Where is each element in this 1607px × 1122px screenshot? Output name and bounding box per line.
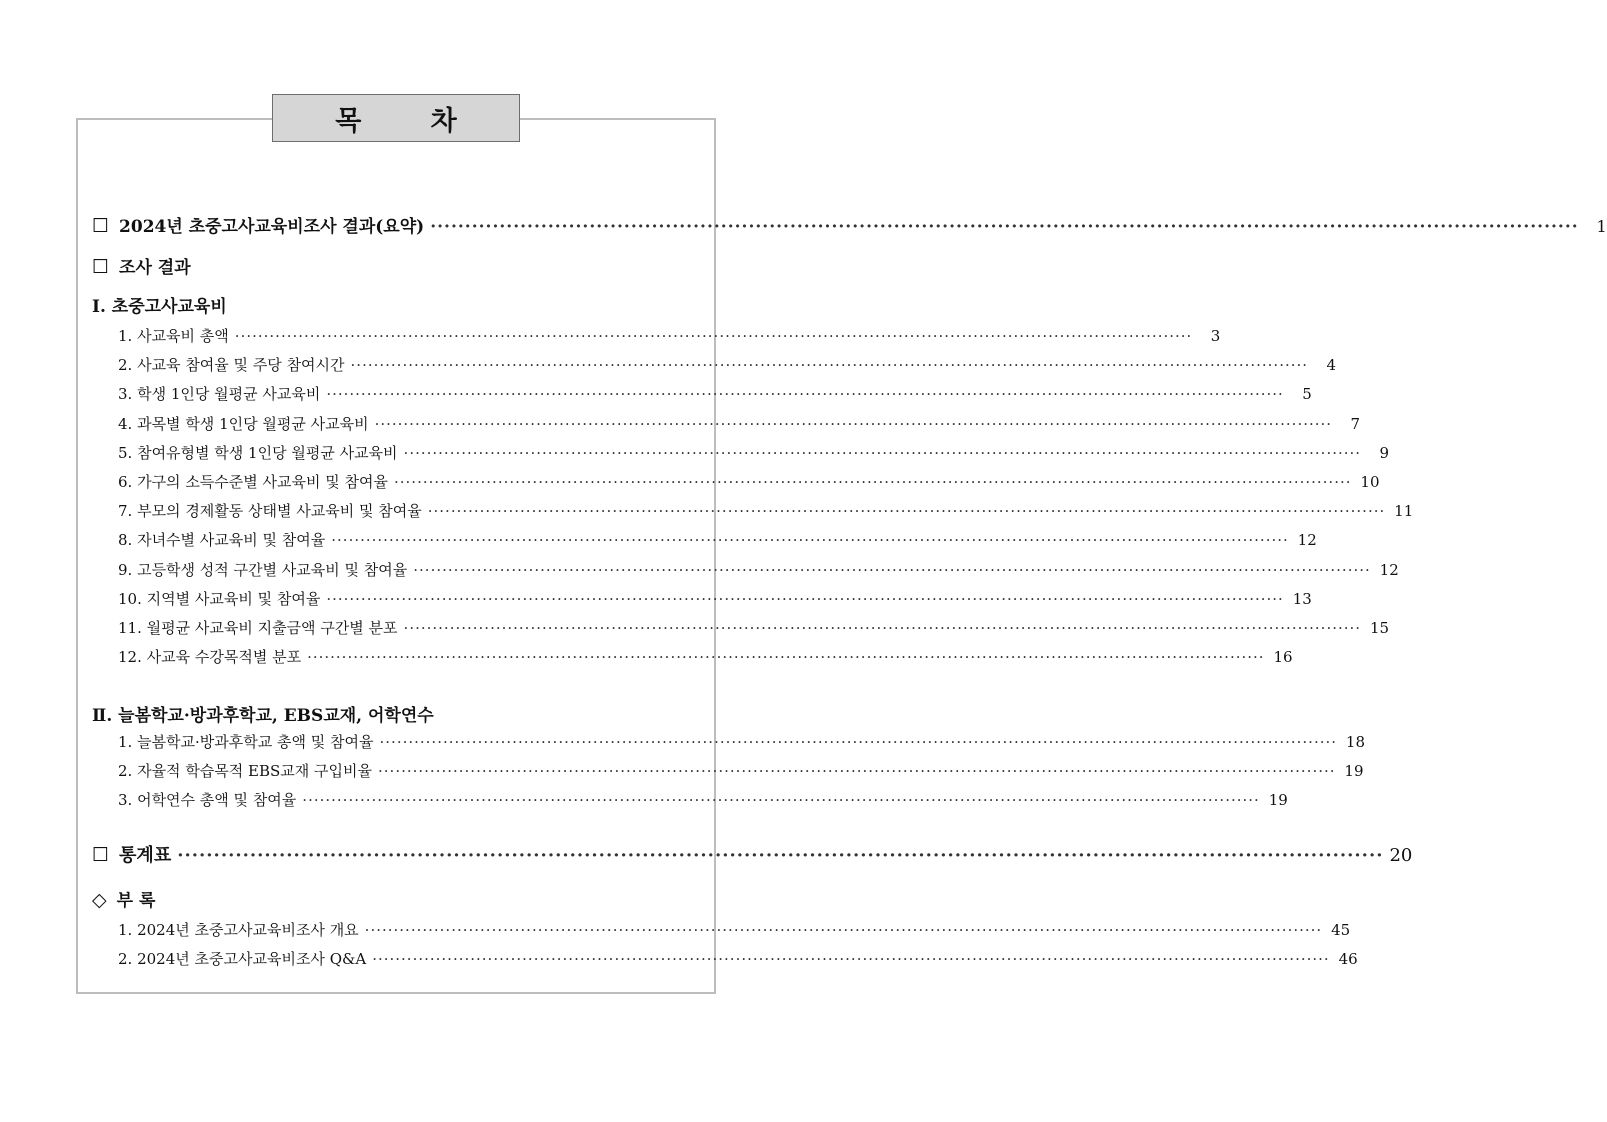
entry-label: 10. 지역별 사교육비 및 참여율 xyxy=(118,589,321,608)
section-1-title: Ⅰ. 초중고사교육비 xyxy=(92,297,227,317)
checkbox-square-icon: ☐ xyxy=(92,215,110,237)
page-number: 7 xyxy=(1350,414,1361,433)
entry-label: 2. 사교육 참여율 및 주당 참여시간 xyxy=(118,356,345,375)
entry-label: 7. 부모의 경제활동 상태별 사교육비 및 참여율 xyxy=(118,502,422,521)
page-number: 3 xyxy=(1210,327,1221,345)
heading-label: 부 록 xyxy=(116,891,156,911)
toc-entry[interactable] xyxy=(118,413,1361,434)
dot-leader: ······································································································································································ xyxy=(372,950,1330,968)
entry-label: 2. 자율적 학습목적 EBS교재 구입비율 xyxy=(118,762,373,780)
page-number: 12 xyxy=(1379,560,1399,579)
toc-entry[interactable] xyxy=(118,731,1366,752)
toc-entry-stats[interactable] xyxy=(92,841,1413,867)
dot-leader: ······································································································································································ xyxy=(413,560,1371,579)
page-number: 46 xyxy=(1338,950,1358,968)
page-number: 10 xyxy=(1360,473,1380,491)
dot-leader: ······································································································································································ xyxy=(234,327,1193,345)
page-number: 19 xyxy=(1344,762,1364,780)
dot-leader: ······································································································································································ xyxy=(307,648,1265,667)
dot-leader: ······································································································································································ xyxy=(427,502,1386,521)
appendix-heading xyxy=(92,886,155,911)
diamond-icon: ◇ xyxy=(92,889,107,911)
entry-label: 2024년 초중고사교육비조사 결과(요약) xyxy=(119,217,425,237)
toc-entry[interactable] xyxy=(118,383,1312,404)
toc-entry[interactable] xyxy=(118,325,1221,346)
page-number: 9 xyxy=(1379,443,1390,462)
toc-entry-summary[interactable] xyxy=(92,212,1607,237)
page-number: 1 xyxy=(1596,217,1607,236)
entry-label: 1. 늘봄학교·방과후학교 총액 및 참여율 xyxy=(118,733,374,751)
checkbox-square-icon: ☐ xyxy=(92,844,110,866)
dot-leader: ······································································································································································ xyxy=(331,531,1289,550)
page-title: 목 차 xyxy=(272,94,520,142)
toc-entry[interactable] xyxy=(118,442,1390,463)
dot-leader: ······································································································································································ xyxy=(379,733,1338,751)
toc-entry[interactable] xyxy=(118,789,1288,810)
results-heading xyxy=(92,253,191,278)
entry-label: 5. 참여유형별 학생 1인당 월평균 사교육비 xyxy=(118,443,398,462)
dot-leader: ······································································································································································ xyxy=(403,443,1362,462)
page-number: 16 xyxy=(1273,648,1293,667)
page-number: 19 xyxy=(1268,791,1288,809)
entry-label: 2. 2024년 초중고사교육비조사 Q&A xyxy=(118,950,367,968)
entry-label: 4. 과목별 학생 1인당 월평균 사교육비 xyxy=(118,414,369,433)
toc-entry[interactable] xyxy=(118,559,1399,580)
dot-leader: ······································································································································································ xyxy=(403,619,1362,637)
toc-entry[interactable] xyxy=(118,617,1390,638)
checkbox-square-icon: ☐ xyxy=(92,256,110,278)
dot-leader: ······································································································································································ xyxy=(326,589,1284,608)
page-number: 5 xyxy=(1302,385,1312,404)
page-number: 20 xyxy=(1389,845,1413,866)
toc-entry[interactable] xyxy=(118,760,1364,781)
entry-label: 6. 가구의 소득수준별 사교육비 및 참여율 xyxy=(118,473,388,491)
entry-label: 3. 학생 1인당 월평균 사교육비 xyxy=(118,385,321,404)
dot-leader: ······································································································································································ xyxy=(364,921,1323,939)
page-number: 11 xyxy=(1394,502,1414,521)
toc-entry[interactable] xyxy=(118,529,1317,550)
entry-label: 통계표 xyxy=(119,845,172,866)
dot-leader: ······································································································································································ xyxy=(374,414,1333,433)
dot-leader: ······································································································································································ xyxy=(430,217,1579,237)
entry-label: 3. 어학연수 총액 및 참여율 xyxy=(118,791,297,809)
toc-entry[interactable] xyxy=(118,948,1358,969)
dot-leader: ······································································································································································ xyxy=(302,791,1260,809)
entry-label: 1. 2024년 초중고사교육비조사 개요 xyxy=(118,921,359,939)
entry-label: 11. 월평균 사교육비 지출금액 구간별 분포 xyxy=(118,619,398,637)
section-2-title: Ⅱ. 늘봄학교·방과후학교, EBS교재, 어학연수 xyxy=(92,706,434,726)
entry-label: 1. 사교육비 총액 xyxy=(118,327,229,345)
toc-entry[interactable] xyxy=(118,919,1351,940)
page-number: 13 xyxy=(1292,589,1312,608)
page-number: 18 xyxy=(1345,733,1366,751)
entry-label: 12. 사교육 수강목적별 분포 xyxy=(118,648,302,667)
dot-leader: ······································································································································································ xyxy=(378,762,1336,780)
toc-entry[interactable] xyxy=(118,471,1380,492)
page-number: 15 xyxy=(1369,619,1390,637)
dot-leader: ······································································································································································ xyxy=(326,385,1284,404)
toc-entry[interactable] xyxy=(118,588,1312,609)
page-number: 45 xyxy=(1331,921,1351,939)
dot-leader: ······································································································································································ xyxy=(394,473,1352,491)
heading-label: 조사 결과 xyxy=(119,258,191,278)
toc-entry[interactable] xyxy=(118,354,1337,375)
entry-label: 9. 고등학생 성적 구간별 사교육비 및 참여율 xyxy=(118,560,408,579)
page-number: 4 xyxy=(1326,356,1337,375)
page-number: 12 xyxy=(1297,531,1317,550)
dot-leader: ······································································································································································ xyxy=(350,356,1309,375)
toc-entry[interactable] xyxy=(118,500,1414,521)
entry-label: 8. 자녀수별 사교육비 및 참여율 xyxy=(118,531,326,550)
toc-entry[interactable] xyxy=(118,646,1293,667)
dot-leader: ······································································································································································ xyxy=(177,845,1384,866)
